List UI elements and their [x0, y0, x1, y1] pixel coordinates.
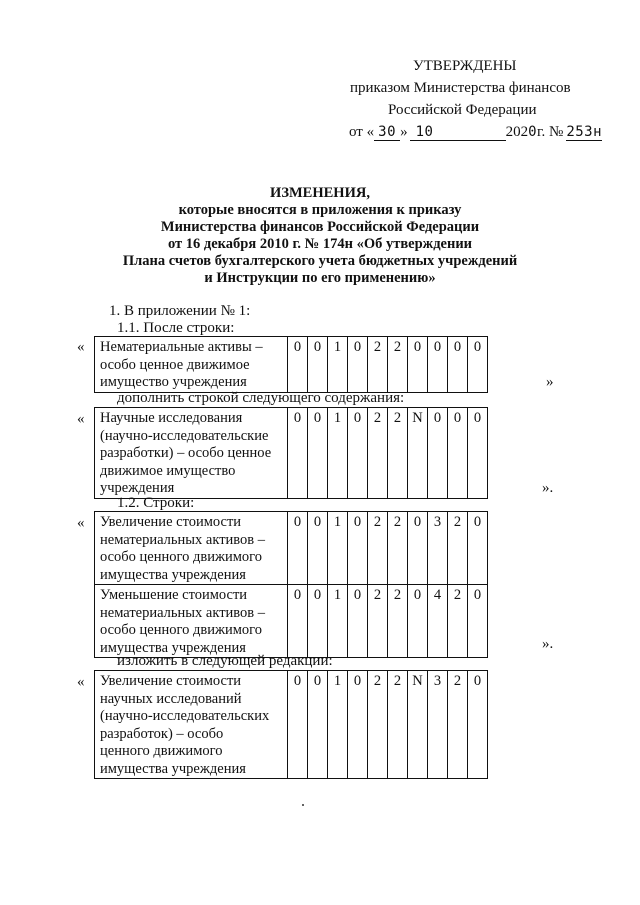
date-day: 30	[374, 124, 400, 141]
account-digit: 0	[288, 337, 308, 393]
year-prefix: 202	[505, 124, 529, 140]
section-1-2: 1.2. Строки:	[117, 495, 195, 511]
account-digit: 2	[448, 585, 468, 658]
approval-order-line: приказом Министерства финансов	[350, 80, 571, 96]
date-prefix: от «	[349, 124, 375, 140]
quote-close-dot: ».	[542, 480, 554, 496]
account-digit: 0	[428, 337, 448, 393]
account-name-line: разработок) – особо	[100, 725, 224, 742]
section-1: 1. В приложении № 1:	[109, 303, 251, 319]
approval-federation-line: Российской Федерации	[388, 102, 537, 118]
date-day-close: »	[400, 124, 408, 140]
account-name-line: имущества учреждения	[100, 639, 246, 656]
account-digit: 1	[328, 408, 348, 499]
account-name-line: разработки) – особо ценное	[100, 445, 272, 461]
account-digit: 0	[448, 408, 468, 499]
table-row	[95, 585, 488, 658]
add-row-instruction: дополнить строкой следующего содержания:	[117, 390, 405, 406]
table-row	[95, 512, 488, 585]
account-digit: 2	[388, 585, 408, 658]
account-digit: 0	[448, 337, 468, 393]
account-digit: 0	[468, 408, 488, 499]
account-name-line: (научно-исследовательских	[100, 708, 270, 724]
account-digit: 0	[308, 671, 328, 779]
account-name-line: особо ценное движимое	[100, 356, 250, 373]
account-name-line: учреждения	[100, 480, 175, 496]
account-name-cell	[95, 585, 288, 658]
account-digit: 2	[448, 512, 468, 585]
approval-date-line	[349, 124, 602, 141]
account-digit: 2	[368, 671, 388, 779]
account-digit: 0	[468, 585, 488, 658]
account-name-line: научных исследований	[100, 690, 242, 707]
account-digit: 4	[428, 585, 448, 658]
account-digit: 2	[388, 512, 408, 585]
account-digit: 0	[468, 512, 488, 585]
account-digit: N	[408, 408, 428, 499]
account-table-4	[94, 670, 488, 779]
account-digit: 3	[428, 512, 448, 585]
doc-title-line5: Плана счетов бухгалтерского учета бюджетных учреждений	[122, 253, 518, 269]
doc-title-line2: которые вносятся в приложения к приказу	[178, 202, 462, 218]
account-digit: 0	[288, 512, 308, 585]
account-name-line: Увеличение стоимости	[100, 673, 242, 689]
account-digit: 2	[368, 585, 388, 658]
account-name-cell	[95, 408, 288, 499]
account-digit: 0	[408, 337, 428, 393]
account-name-line: особо ценного движимого	[100, 622, 262, 638]
table-row	[95, 337, 488, 393]
account-name-line: особо ценного движимого	[100, 549, 262, 565]
account-name-cell	[95, 512, 288, 585]
account-digit: 2	[448, 671, 468, 779]
account-table-3	[94, 511, 488, 658]
account-name-line: (научно-исследовательские	[100, 427, 269, 444]
replace-instruction: изложить в следующей редакции:	[117, 653, 333, 669]
account-digit: 1	[328, 585, 348, 658]
account-name-line: имущества учреждения	[100, 760, 246, 777]
table-row	[95, 671, 488, 779]
account-digit: 2	[368, 512, 388, 585]
account-digit: 0	[348, 671, 368, 779]
doc-title-line4: от 16 декабря 2010 г. № 174н «Об утверждении	[167, 236, 473, 252]
account-digit: 0	[288, 408, 308, 499]
account-digit: 0	[308, 337, 328, 393]
account-name-line: Увеличение стоимости	[100, 514, 242, 530]
quote-open: «	[77, 339, 85, 355]
account-name-line: нематериальных активов –	[100, 531, 266, 548]
account-name-line: нематериальных активов –	[100, 604, 266, 621]
account-name-line: имущества учреждения	[100, 566, 246, 583]
account-name-line: движимое имущество	[100, 462, 236, 479]
section-1-1: 1.1. После строки:	[117, 320, 235, 336]
account-digit: 0	[408, 585, 428, 658]
account-name-cell	[95, 671, 288, 779]
account-digit: 2	[368, 337, 388, 393]
account-name-line: Нематериальные активы –	[100, 339, 263, 355]
account-digit: 2	[388, 337, 408, 393]
year-digit: 0	[528, 124, 538, 140]
account-digit: 0	[348, 585, 368, 658]
account-digit: 0	[408, 512, 428, 585]
account-digit: 3	[428, 671, 448, 779]
account-digit: 0	[348, 337, 368, 393]
account-digit: 2	[368, 408, 388, 499]
account-name-line: Научные исследования	[100, 410, 243, 426]
account-digit: 1	[328, 671, 348, 779]
account-digit: 0	[468, 337, 488, 393]
account-name-line: имущество учреждения	[100, 374, 247, 390]
account-digit: N	[408, 671, 428, 779]
account-digit: 0	[348, 408, 368, 499]
account-name-line: Уменьшение стоимости	[100, 587, 248, 603]
quote-open: «	[77, 674, 85, 690]
date-month: 10	[410, 124, 506, 141]
quote-open: «	[77, 515, 85, 531]
account-name-cell	[95, 337, 288, 393]
account-digit: 0	[428, 408, 448, 499]
account-digit: 2	[388, 408, 408, 499]
approval-title: УТВЕРЖДЕНЫ	[413, 58, 517, 74]
table-row	[95, 408, 488, 499]
account-digit: 1	[328, 512, 348, 585]
order-number: 253н	[566, 124, 603, 140]
quote-close: »	[546, 374, 554, 390]
quote-open: «	[77, 411, 85, 427]
year-suffix: г. №	[537, 124, 564, 140]
doc-title-line3: Министерства финансов Российской Федерации	[160, 219, 480, 235]
account-table-2	[94, 407, 488, 499]
account-digit: 0	[348, 512, 368, 585]
account-name-line: ценного движимого	[100, 743, 223, 759]
quote-close-dot: ».	[542, 636, 554, 652]
account-digit: 0	[308, 512, 328, 585]
scan-speck	[302, 804, 304, 806]
account-digit: 2	[388, 671, 408, 779]
account-digit: 0	[308, 408, 328, 499]
account-digit: 1	[328, 337, 348, 393]
doc-title-line6: и Инструкции по его применению»	[204, 270, 436, 286]
account-digit: 0	[468, 671, 488, 779]
account-digit: 0	[288, 671, 308, 779]
account-table-1	[94, 336, 488, 393]
account-digit: 0	[308, 585, 328, 658]
account-digit: 0	[288, 585, 308, 658]
doc-title-main: ИЗМЕНЕНИЯ,	[270, 185, 370, 201]
